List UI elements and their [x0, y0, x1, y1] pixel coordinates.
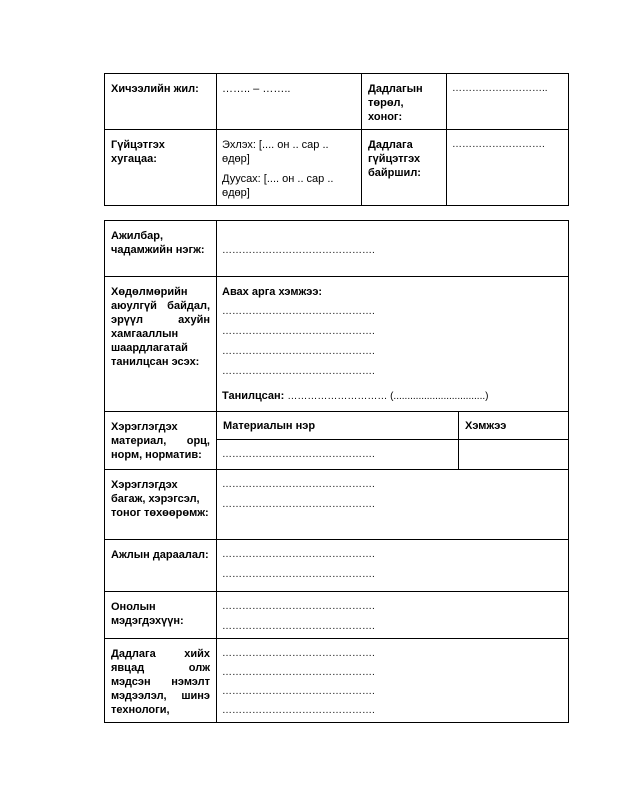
duration-label: Гүйцэтгэх хугацаа:	[105, 130, 217, 206]
dotted-line: ……………………………………….	[222, 621, 375, 632]
safety-heading: Авах арга хэмжээ:	[222, 286, 323, 298]
end-date-value: Дуусах: [.... он .. сар .. өдөр]	[222, 173, 334, 199]
tools-label: Хэрэглэгдэх багаж, хэрэгсэл, тоног төхөөрөмж:	[105, 470, 217, 540]
materials-name-cell	[217, 440, 459, 470]
theory-value	[217, 592, 569, 639]
duration-values	[217, 130, 362, 206]
practice-type-label: Дадлагын төрөл, хоног:	[362, 74, 447, 130]
safety-label: Хөдөлмөрийн аюулгүй байдал, эрүүл ахуйн хамгааллын шаардлагатай танилцсан эсэх:	[105, 277, 217, 412]
safety-value	[217, 277, 569, 412]
materials-col-name: Материалын нэр	[217, 412, 459, 440]
materials-label: Хэрэглэгдэх материал, орц, норм, норматив:	[105, 412, 217, 470]
practice-header-table	[104, 73, 569, 206]
school-year-label: Хичээлийн жил:	[105, 74, 217, 130]
dotted-line: ……………………………………….	[222, 549, 375, 560]
dotted-line: ……………………………………….	[222, 686, 375, 697]
dotted-line: ……………………………………….	[222, 705, 375, 716]
workplace-value	[217, 221, 569, 277]
dotted-line: ……………………………………….	[222, 366, 375, 377]
dotted-line: ……………………………………….	[222, 601, 375, 612]
start-date-value: Эхлэх: [.... он .. сар .. өдөр]	[222, 139, 329, 165]
practice-type-value: ………………………..	[447, 74, 569, 130]
dotted-line: ……………………………………….	[222, 244, 375, 256]
dotted-line: ……………………………………….	[222, 499, 375, 510]
tools-value	[217, 470, 569, 540]
dotted-line: ……………………………………….	[222, 667, 375, 678]
materials-col-qty: Хэмжээ	[459, 412, 569, 440]
dotted-line: ……………………………………….	[222, 648, 375, 659]
sequence-value	[217, 540, 569, 592]
acquainted-label: Танилцсан:	[222, 390, 285, 402]
dotted-line: ……………………………………….	[222, 326, 375, 337]
location-value: ……………………….	[447, 130, 569, 206]
workplace-label: Ажилбар, чадамжийн нэгж:	[105, 221, 217, 277]
acquainted-dots: ………………………… (.................................)	[287, 391, 489, 402]
extra-info-label: Дадлага хийх явцад олж мэдсэн нэмэлт мэдээлэл, шинэ технологи,	[105, 639, 217, 723]
dotted-line: ……………………………………….	[222, 346, 375, 357]
dotted-line: ……………………………………….	[222, 479, 375, 490]
school-year-value: …….. – ……..	[217, 74, 362, 130]
sequence-label: Ажлын дараалал:	[105, 540, 217, 592]
materials-qty-cell	[459, 440, 569, 470]
extra-info-value	[217, 639, 569, 723]
dotted-line: ……………………………………….	[222, 449, 375, 460]
dotted-line: ……………………………………….	[222, 306, 375, 317]
practice-details-table	[104, 220, 569, 723]
acquainted-row	[222, 389, 563, 404]
theory-label: Онолын мэдэгдэхүүн:	[105, 592, 217, 639]
location-label: Дадлага гүйцэтгэх байршил:	[362, 130, 447, 206]
dotted-line: ……………………………………….	[222, 569, 375, 580]
